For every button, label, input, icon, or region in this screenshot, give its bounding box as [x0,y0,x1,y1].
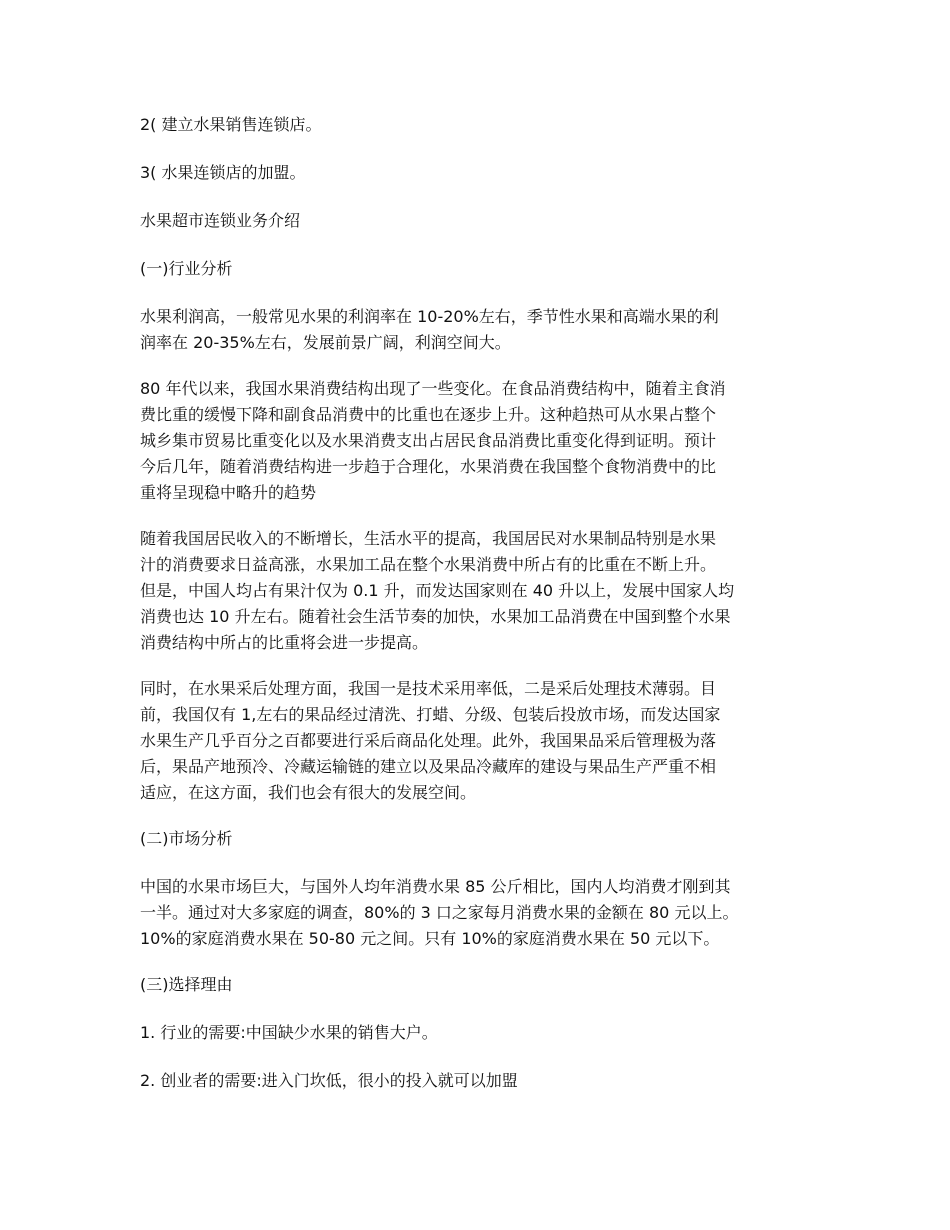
text-line: 重将呈现稳中略升的趋势 [140,483,317,502]
text-line: 同时，在水果采后处理方面，我国一是技术采用率低，二是采后处理技术薄弱。目 [140,679,717,698]
heading-industry-analysis: (一)行业分析 [140,259,233,278]
text-line: 80 年代以来，我国水果消费结构出现了一些变化。在食品消费结构中，随着主食消 [140,379,726,398]
text-line: 一半。通过对大多家庭的调查，80%的 3 口之家每月消费水果的金额在 80 元以上。 [140,903,739,922]
text-line: 消费也达 10 升左右。随着社会生活节奏的加快，水果加工品消费在中国到整个水果 [140,607,731,626]
text-line: 水果生产几乎百分之百都要进行采后商品化处理。此外，我国果品采后管理极为落 [140,731,717,750]
text-line: 前，我国仅有 1,左右的果品经过清洗、打蜡、分级、包装后投放市场，而发达国家 [140,705,721,724]
text-line: 10%的家庭消费水果在 50-80 元之间。只有 10%的家庭消费水果在 50 元以下。 [140,929,720,948]
list-item-3: 3( 水果连锁店的加盟。 [140,163,306,182]
paragraph-consumption-structure [140,376,820,506]
text-line: 汁的消费要求日益高涨，水果加工品在整个水果消费中所占有的比重在不断上升。 [140,555,717,574]
text-line: 消费结构中所占的比重将会进一步提高。 [140,633,429,652]
text-line: 随着我国居民收入的不断增长，生活水平的提高，我国居民对水果制品特别是水果 [140,529,717,548]
document-page [140,112,820,1116]
paragraph-juice-demand [140,526,820,656]
text-line: 水果利润高，一般常见水果的利润率在 10-20%左右，季节性水果和高端水果的利 [140,307,719,326]
heading-market-analysis: (二)市场分析 [140,829,233,848]
list-item-2: 2( 建立水果销售连锁店。 [140,115,322,134]
text-line: 适应，在这方面，我们也会有很大的发展空间。 [140,783,477,802]
paragraph-market [140,874,820,952]
text-line: 润率在 20-35%左右，发展前景广阔，利润空间大。 [140,333,511,352]
paragraph-post-harvest [140,676,820,806]
reason-item-2: 2. 创业者的需要:进入门坎低，很小的投入就可以加盟 [140,1071,518,1090]
text-line: 但是，中国人均占有果汁仅为 0.1 升，而发达国家则在 40 升以上，发展中国家人均 [140,581,735,600]
text-line: 后，果品产地预冷、冷藏运输链的建立以及果品冷藏库的建设与果品生产严重不相 [140,757,717,776]
text-line: 费比重的缓慢下降和副食品消费中的比重也在逐步上升。这种趋热可从水果占整个 [140,405,717,424]
reason-item-1: 1. 行业的需要:中国缺少水果的销售大户。 [140,1023,438,1042]
text-line: 今后几年，随着消费结构进一步趋于合理化，水果消费在我国整个食物消费中的比 [140,457,717,476]
section-title: 水果超市连锁业务介绍 [140,211,301,230]
heading-selection-reasons: (三)选择理由 [140,975,233,994]
text-line: 城乡集市贸易比重变化以及水果消费支出占居民食品消费比重变化得到证明。预计 [140,431,717,450]
paragraph-profit [140,304,820,356]
text-line: 中国的水果市场巨大，与国外人均年消费水果 85 公斤相比，国内人均消费才刚到其 [140,877,731,896]
